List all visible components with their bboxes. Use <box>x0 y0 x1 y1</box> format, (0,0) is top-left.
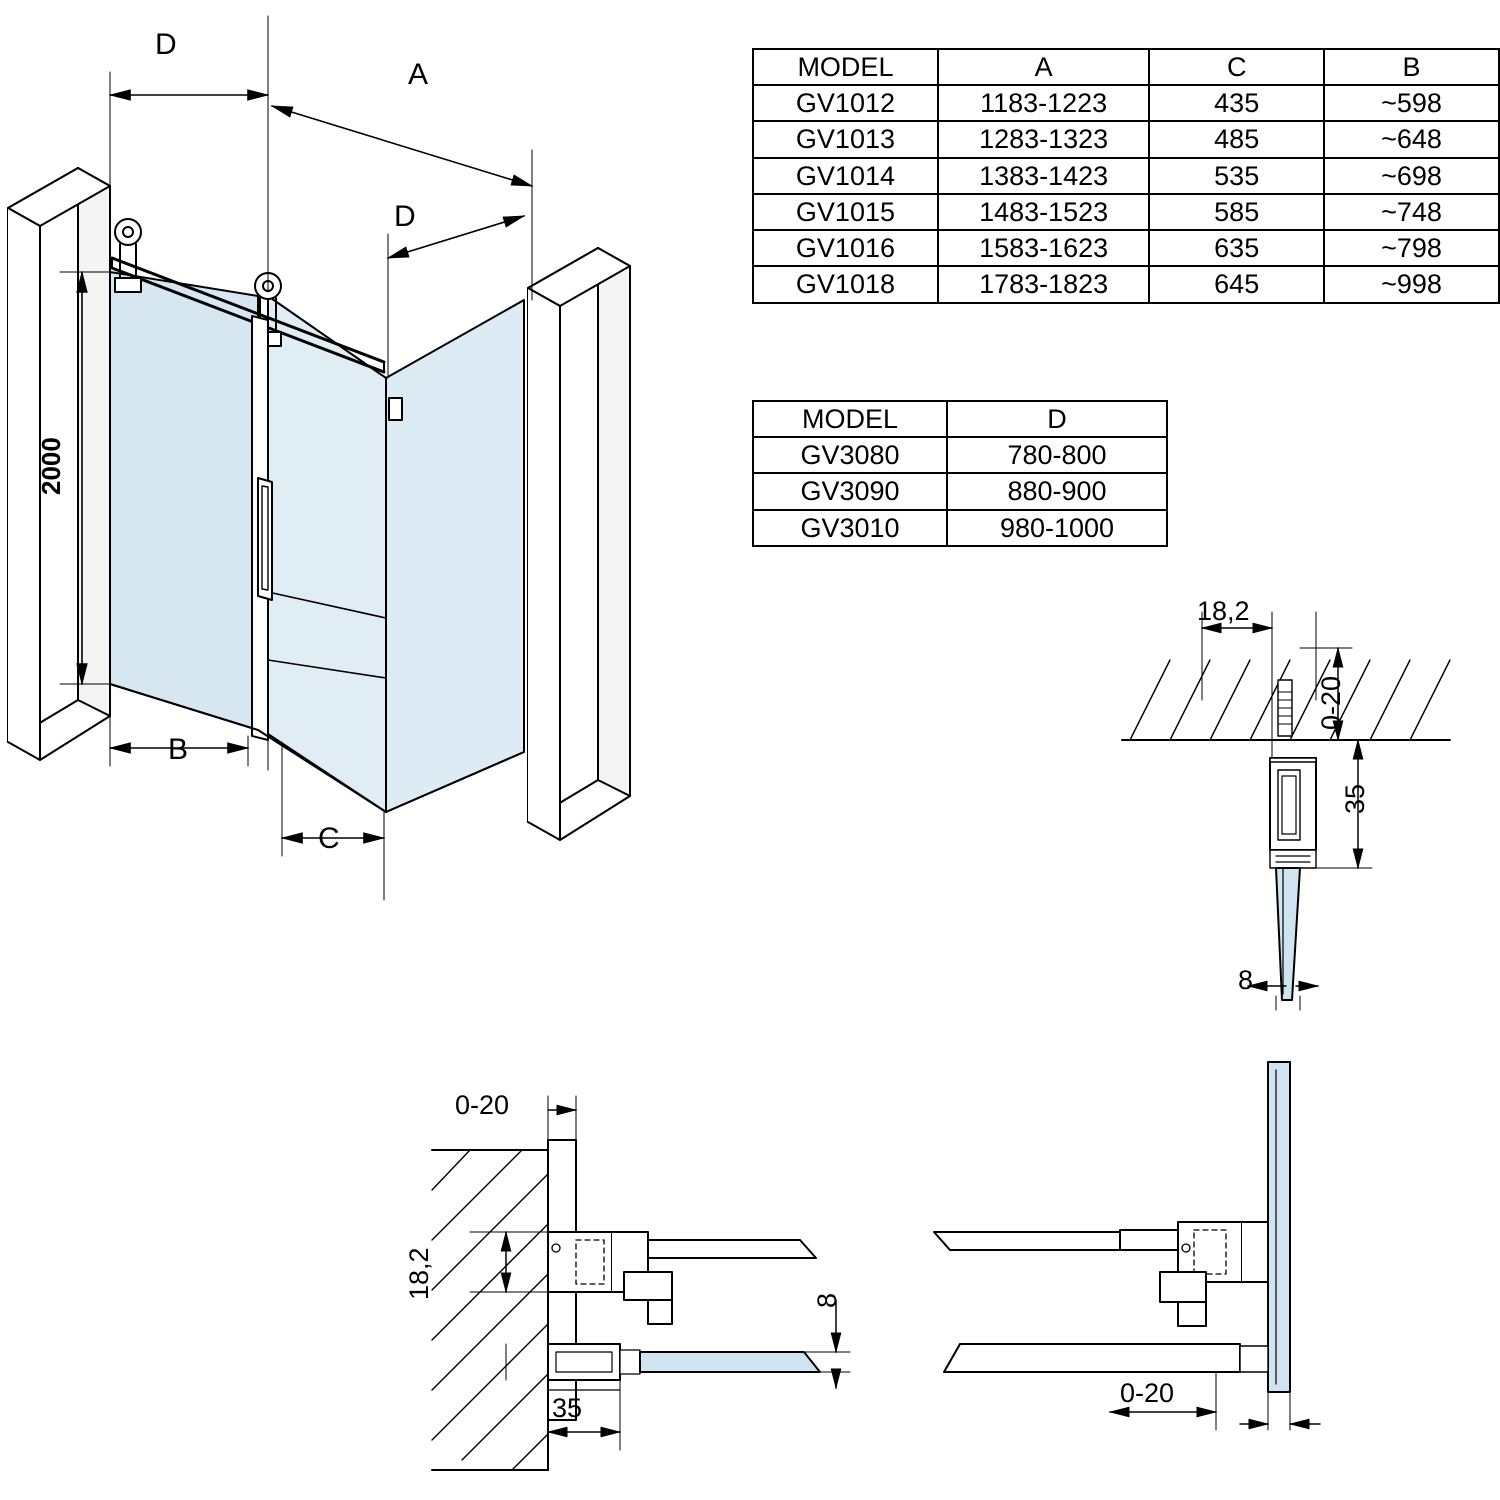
model-depth-table <box>752 400 1168 547</box>
cell-b: ~748 <box>1324 194 1499 230</box>
detail-top-right <box>1122 612 1450 1010</box>
detail-bottom-left <box>432 1096 850 1470</box>
table-row <box>753 266 1499 302</box>
cell-d: 880-900 <box>947 473 1167 509</box>
cell-a: 1183-1223 <box>938 85 1149 121</box>
cell-a: 1583-1623 <box>938 230 1149 266</box>
iso-label-d-top: D <box>155 28 177 61</box>
detail-bl-label-profile: 18,2 <box>404 1247 434 1300</box>
table-row <box>753 230 1499 266</box>
cell-c: 645 <box>1149 266 1324 302</box>
table-header-row <box>753 401 1167 437</box>
cell-a: 1483-1523 <box>938 194 1149 230</box>
table-header-model: MODEL <box>753 401 947 437</box>
cell-model: GV1014 <box>753 158 938 194</box>
iso-door-handle <box>258 478 272 600</box>
table-row <box>753 473 1167 509</box>
table-header-a: A <box>938 49 1149 85</box>
cell-a: 1383-1423 <box>938 158 1149 194</box>
table-row <box>753 85 1499 121</box>
iso-label-b: B <box>168 733 189 766</box>
table-row <box>753 194 1499 230</box>
cell-c: 635 <box>1149 230 1324 266</box>
detail-tr-label-gap: 0-20 <box>1316 675 1346 730</box>
iso-fixed-panel <box>268 296 386 812</box>
iso-label-height: 2000 <box>36 437 66 495</box>
iso-side-panel <box>386 300 524 812</box>
table-header-model: MODEL <box>753 49 938 85</box>
model-dimensions-table <box>752 48 1500 304</box>
cell-model: GV1015 <box>753 194 938 230</box>
cell-model: GV1016 <box>753 230 938 266</box>
cell-b: ~798 <box>1324 230 1499 266</box>
table-header-d: D <box>947 401 1167 437</box>
cell-b: ~598 <box>1324 85 1499 121</box>
cell-c: 485 <box>1149 121 1324 157</box>
table-header-c: C <box>1149 49 1324 85</box>
cell-model: GV1018 <box>753 266 938 302</box>
cell-model: GV3080 <box>753 437 947 473</box>
cell-a: 1283-1323 <box>938 121 1149 157</box>
detail-bl-label-gap: 0-20 <box>455 1090 510 1120</box>
table-header-row <box>753 49 1499 85</box>
detail-bl-label-depth: 35 <box>552 1393 583 1423</box>
cell-b: ~648 <box>1324 121 1499 157</box>
cell-model: GV1013 <box>753 121 938 157</box>
cell-c: 535 <box>1149 158 1324 194</box>
detail-tr-label-glass: 8 <box>1238 965 1254 995</box>
cell-b: ~698 <box>1324 158 1499 194</box>
iso-label-d-inner: D <box>394 200 416 233</box>
iso-right-wall <box>528 248 630 840</box>
table-row <box>753 437 1167 473</box>
table-row <box>753 158 1499 194</box>
table-row <box>753 121 1499 157</box>
detail-bottom-right <box>934 1062 1320 1430</box>
cell-model: GV1012 <box>753 85 938 121</box>
cell-b: ~998 <box>1324 266 1499 302</box>
table-row <box>753 510 1167 546</box>
table-header-b: B <box>1324 49 1499 85</box>
cell-model: GV3090 <box>753 473 947 509</box>
cell-d: 780-800 <box>947 437 1167 473</box>
cell-d: 980-1000 <box>947 510 1167 546</box>
iso-label-a: A <box>408 58 429 91</box>
cell-c: 435 <box>1149 85 1324 121</box>
cell-c: 585 <box>1149 194 1324 230</box>
detail-tr-label-width: 18,2 <box>1197 596 1250 626</box>
iso-roller-left <box>115 219 141 292</box>
iso-label-c: C <box>318 822 340 855</box>
cell-model: GV3010 <box>753 510 947 546</box>
detail-bl-label-glass: 8 <box>812 1292 842 1308</box>
detail-br-label-gap: 0-20 <box>1120 1378 1175 1408</box>
cell-a: 1783-1823 <box>938 266 1149 302</box>
detail-tr-label-depth: 35 <box>1340 783 1370 814</box>
iso-sliding-door <box>110 272 258 730</box>
